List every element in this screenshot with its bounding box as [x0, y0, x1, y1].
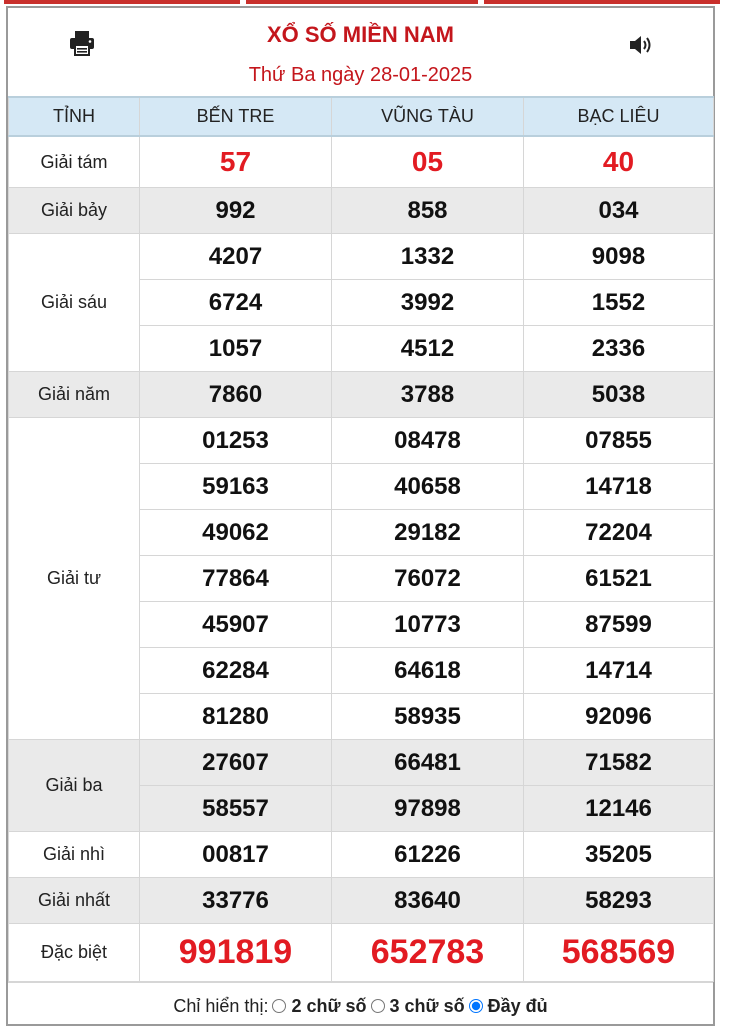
prize-number: 10773 — [332, 602, 524, 648]
prize-number: 29182 — [332, 510, 524, 556]
prize-label: Giải ba — [9, 740, 140, 832]
prize-number: 568569 — [524, 924, 714, 982]
table-header-row — [9, 97, 714, 136]
results-panel — [6, 6, 715, 1026]
prize-number: 992 — [140, 188, 332, 234]
prize-label: Giải sáu — [9, 234, 140, 372]
option-label: 3 chữ số — [389, 995, 465, 1016]
prize-label: Giải tám — [9, 136, 140, 188]
prize-number: 14718 — [524, 464, 714, 510]
prize-number: 07855 — [524, 418, 714, 464]
option-2-digits[interactable] — [272, 996, 366, 1017]
column-header-province: TỈNH — [9, 97, 140, 136]
prize-number: 2336 — [524, 326, 714, 372]
prize-number: 01253 — [140, 418, 332, 464]
column-header-ben-tre: BẾN TRE — [140, 97, 332, 136]
prize-number: 49062 — [140, 510, 332, 556]
prize-number: 4207 — [140, 234, 332, 280]
prize-row-nhat — [9, 878, 714, 924]
prize-number: 5038 — [524, 372, 714, 418]
prize-number: 40 — [524, 136, 714, 188]
prize-row-db — [9, 924, 714, 982]
prize-number: 858 — [332, 188, 524, 234]
display-filter — [8, 982, 713, 1029]
option-3-digits[interactable] — [371, 996, 465, 1017]
prize-number: 40658 — [332, 464, 524, 510]
radio-full[interactable] — [469, 999, 483, 1013]
option-full[interactable] — [469, 996, 548, 1017]
prize-row-tam — [9, 136, 714, 188]
draw-date: Thứ Ba ngày 28-01-2025 — [248, 64, 473, 86]
prize-number: 33776 — [140, 878, 332, 924]
prize-number: 4512 — [332, 326, 524, 372]
prize-number: 35205 — [524, 832, 714, 878]
prize-row-bay — [9, 188, 714, 234]
prize-number: 1332 — [332, 234, 524, 280]
prize-number: 77864 — [140, 556, 332, 602]
column-header-bac-lieu: BẠC LIÊU — [524, 97, 714, 136]
prize-number: 3992 — [332, 280, 524, 326]
prize-label: Giải bảy — [9, 188, 140, 234]
prize-number: 12146 — [524, 786, 714, 832]
prize-number: 76072 — [332, 556, 524, 602]
prize-number: 00817 — [140, 832, 332, 878]
prize-row-ba — [9, 740, 714, 786]
prize-number: 08478 — [332, 418, 524, 464]
prize-number: 92096 — [524, 694, 714, 740]
prize-label: Giải nhì — [9, 832, 140, 878]
top-tab-bars — [0, 0, 730, 4]
prize-label: Đặc biệt — [9, 924, 140, 982]
prize-number: 61226 — [332, 832, 524, 878]
prize-row-nhi — [9, 832, 714, 878]
prize-number: 45907 — [140, 602, 332, 648]
prize-number: 72204 — [524, 510, 714, 556]
prize-row-nam — [9, 372, 714, 418]
prize-number: 9098 — [524, 234, 714, 280]
prize-number: 97898 — [332, 786, 524, 832]
prize-label: Giải năm — [9, 372, 140, 418]
radio-3-digits[interactable] — [371, 999, 385, 1013]
radio-2-digits[interactable] — [272, 999, 286, 1013]
prize-number: 034 — [524, 188, 714, 234]
prize-label: Giải nhất — [9, 878, 140, 924]
prize-number: 64618 — [332, 648, 524, 694]
prize-number: 61521 — [524, 556, 714, 602]
filter-label: Chỉ hiển thị: — [173, 995, 269, 1016]
prize-number: 66481 — [332, 740, 524, 786]
prize-number: 7860 — [140, 372, 332, 418]
prize-number: 59163 — [140, 464, 332, 510]
column-header-vung-tau: VŨNG TÀU — [332, 97, 524, 136]
prize-number: 14714 — [524, 648, 714, 694]
prize-label: Giải tư — [9, 418, 140, 740]
results-header — [8, 8, 713, 96]
prize-number: 1552 — [524, 280, 714, 326]
results-body — [9, 136, 714, 982]
speaker-icon[interactable] — [628, 34, 654, 56]
prize-number: 652783 — [332, 924, 524, 982]
prize-number: 58557 — [140, 786, 332, 832]
prize-number: 57 — [140, 136, 332, 188]
prize-number: 3788 — [332, 372, 524, 418]
prize-number: 27607 — [140, 740, 332, 786]
results-table — [8, 96, 714, 982]
prize-number: 991819 — [140, 924, 332, 982]
prize-number: 58935 — [332, 694, 524, 740]
prize-number: 05 — [332, 136, 524, 188]
prize-number: 1057 — [140, 326, 332, 372]
prize-number: 71582 — [524, 740, 714, 786]
prize-number: 81280 — [140, 694, 332, 740]
option-label: 2 chữ số — [291, 995, 367, 1016]
prize-number: 58293 — [524, 878, 714, 924]
prize-number: 83640 — [332, 878, 524, 924]
prize-number: 87599 — [524, 602, 714, 648]
option-label: Đầy đủ — [487, 995, 548, 1016]
prize-row-tu — [9, 418, 714, 464]
prize-row-sau — [9, 234, 714, 280]
prize-number: 6724 — [140, 280, 332, 326]
page-title: XỔ SỐ MIỀN NAM — [266, 22, 454, 47]
prize-number: 62284 — [140, 648, 332, 694]
